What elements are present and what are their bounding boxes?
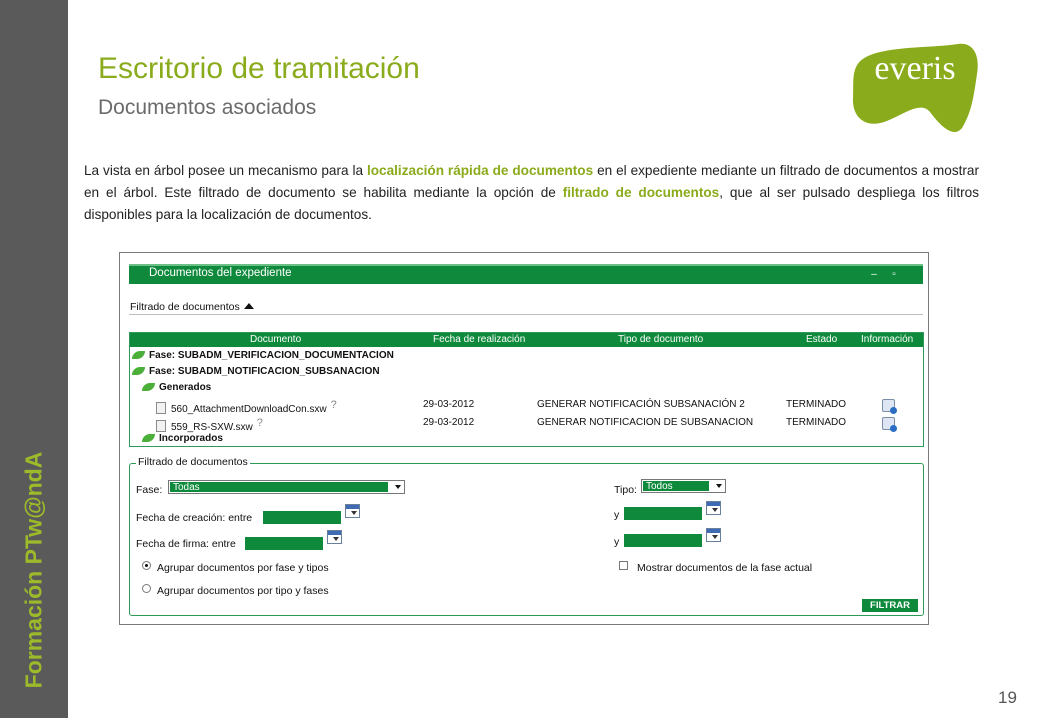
- filter-toggle-label: Filtrado de documentos: [130, 301, 240, 313]
- document-tree: [129, 332, 924, 447]
- fecha-firma-label: Fecha de firma: entre: [136, 538, 236, 550]
- document-icon: [156, 402, 166, 414]
- fecha-firma-to-input[interactable]: [624, 534, 702, 547]
- intro-highlight-1: localización rápida de documentos: [366, 163, 594, 178]
- calendar-icon[interactable]: [327, 530, 342, 544]
- folder-leaf-icon: [132, 367, 145, 375]
- tipo-selected-value: Todos: [643, 481, 709, 491]
- intro-paragraph: [84, 160, 979, 226]
- tipo-select[interactable]: [641, 479, 726, 493]
- col-documento[interactable]: Documento: [250, 334, 302, 345]
- logo-text: everis: [874, 50, 956, 87]
- slide-title: Escritorio de tramitación: [98, 52, 420, 85]
- doc-type: GENERAR NOTIFICACION DE SUBSANACION: [537, 417, 754, 428]
- panel-header: [129, 264, 923, 284]
- group-by-phase-label: Agrupar documentos por fase y tipos: [157, 562, 329, 574]
- help-icon[interactable]: ?: [256, 417, 263, 429]
- chevron-down-icon: [395, 485, 401, 489]
- group-incorporated-label: Incorporados: [159, 433, 223, 444]
- doc-name: 560_AttachmentDownloadCon.sxw: [171, 404, 327, 415]
- intro-text-2: en el expediente mediante un filtrado de documentos a mostrar en el árbol. Este filtrado de documento se habilita mediante la opción de: [84, 163, 980, 200]
- fecha-creacion-to-input[interactable]: [624, 507, 702, 520]
- intro-text-3: , que al ser pulsado despliega los filtros disponibles para la localización de documentos.: [84, 185, 979, 222]
- doc-state: TERMINADO: [786, 399, 846, 410]
- group-by-type-label: Agrupar documentos por tipo y fases: [157, 585, 329, 597]
- col-informacion[interactable]: Información: [861, 334, 914, 345]
- y-label: y: [614, 536, 620, 548]
- y-label: y: [614, 509, 620, 521]
- chevron-down-icon: [716, 484, 722, 488]
- folder-leaf-icon: [142, 383, 155, 391]
- tree-phase-1[interactable]: [132, 350, 394, 361]
- phase-1-label: Fase: SUBADM_VERIFICACION_DOCUMENTACION: [149, 350, 394, 361]
- intro-highlight-2: filtrado de documentos: [562, 185, 720, 200]
- divider: [129, 314, 923, 315]
- group-by-phase-radio[interactable]: [142, 561, 151, 570]
- fecha-creacion-label: Fecha de creación: entre: [136, 512, 253, 524]
- fecha-firma-from-input[interactable]: [245, 537, 323, 550]
- doc-date: 29-03-2012: [423, 399, 475, 410]
- info-badge-icon: [890, 407, 897, 414]
- current-phase-checkbox[interactable]: [619, 561, 628, 570]
- everis-logo: [850, 42, 980, 134]
- intro-text-1: La vista en árbol posee un mecanismo para la: [84, 163, 367, 178]
- col-fecha[interactable]: Fecha de realización: [433, 334, 526, 345]
- fase-select[interactable]: [168, 480, 405, 494]
- doc-type: GENERAR NOTIFICACIÓN SUBSANACIÓN 2: [537, 399, 745, 410]
- doc-name: 559_RS-SXW.sxw: [171, 422, 253, 433]
- tree-group-incorporated[interactable]: [142, 433, 223, 444]
- info-badge-icon: [890, 425, 897, 432]
- group-generated-label: Generados: [159, 382, 212, 393]
- table-row[interactable]: [156, 417, 263, 433]
- document-icon: [156, 420, 166, 432]
- minimize-icon[interactable]: –: [871, 269, 877, 280]
- tree-phase-2[interactable]: [132, 366, 380, 377]
- tipo-label: Tipo:: [614, 484, 637, 496]
- triangle-up-icon: [244, 303, 254, 309]
- help-icon[interactable]: ?: [330, 399, 337, 411]
- phase-2-label: Fase: SUBADM_NOTIFICACION_SUBSANACION: [149, 366, 380, 377]
- slide-subtitle: Documentos asociados: [98, 96, 317, 119]
- folder-leaf-icon: [132, 351, 145, 359]
- app-screenshot: [119, 252, 929, 625]
- group-by-type-radio[interactable]: [142, 584, 151, 593]
- filter-toggle[interactable]: [130, 301, 254, 313]
- info-icon[interactable]: [882, 417, 895, 430]
- page-number: 19: [998, 688, 1017, 707]
- current-phase-label: Mostrar documentos de la fase actual: [637, 562, 813, 574]
- tree-header: [130, 333, 923, 347]
- panel-title: Documentos del expediente: [149, 267, 292, 279]
- info-icon[interactable]: [882, 399, 895, 412]
- tree-group-generated[interactable]: [142, 382, 211, 393]
- table-row[interactable]: [156, 399, 337, 415]
- maximize-icon[interactable]: ▫: [892, 269, 896, 280]
- calendar-icon[interactable]: [706, 501, 721, 515]
- doc-date: 29-03-2012: [423, 417, 475, 428]
- col-tipo[interactable]: Tipo de documento: [618, 334, 704, 345]
- calendar-icon[interactable]: [345, 504, 360, 518]
- calendar-icon[interactable]: [706, 528, 721, 542]
- fase-label: Fase:: [136, 484, 163, 496]
- fase-selected-value: Todas: [170, 482, 388, 492]
- col-estado[interactable]: Estado: [806, 334, 838, 345]
- folder-leaf-icon: [142, 434, 155, 442]
- left-sidebar: [0, 0, 68, 718]
- filter-button[interactable]: FILTRAR: [862, 599, 918, 612]
- sidebar-vertical-title: Formación PTw@ndA: [20, 451, 47, 689]
- filter-legend: Filtrado de documentos: [138, 456, 248, 468]
- fecha-creacion-from-input[interactable]: [263, 511, 341, 524]
- filter-fieldset: [129, 456, 924, 616]
- doc-state: TERMINADO: [786, 417, 846, 428]
